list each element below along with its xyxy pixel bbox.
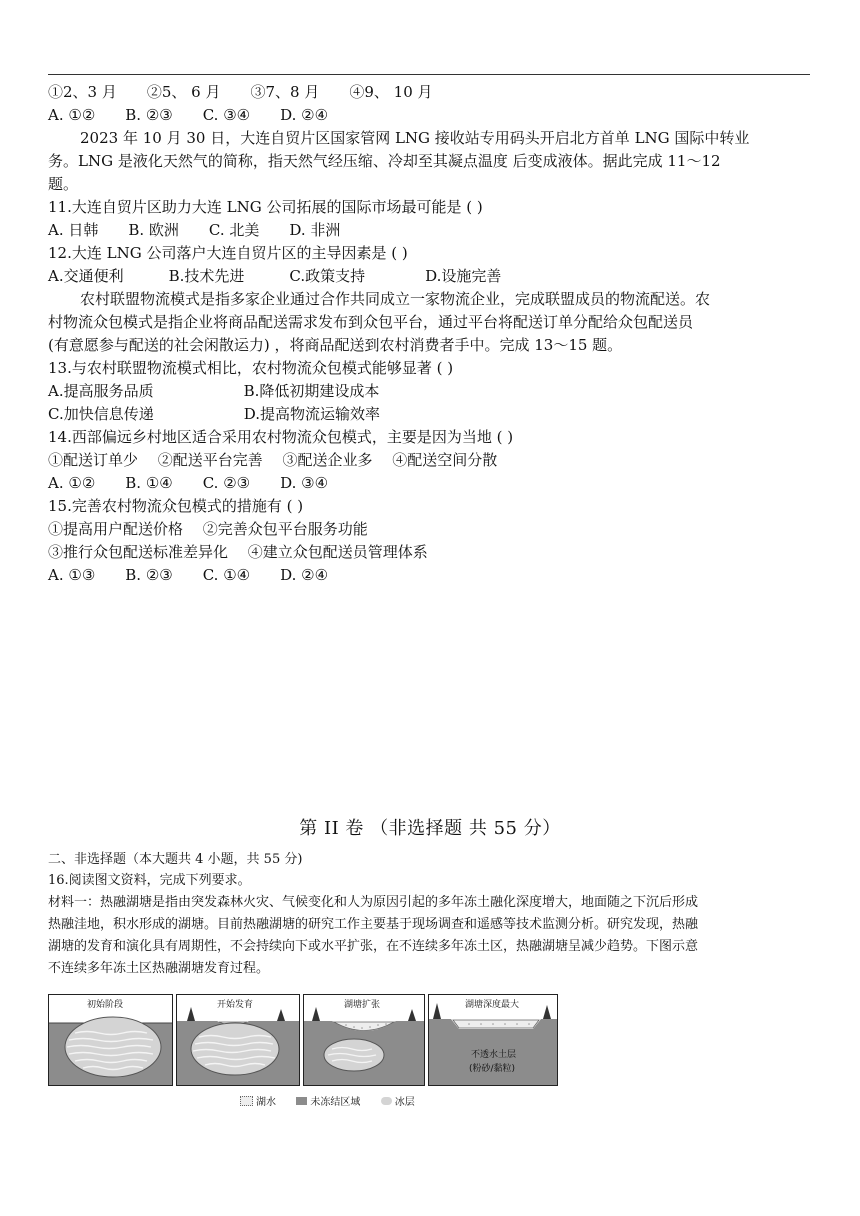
section-2-title: 第 II 卷 （非选择题 共 55 分） bbox=[299, 818, 561, 839]
question-15-statements-12: ①提高用户配送价格 ②完善众包平台服务功能 bbox=[48, 520, 368, 538]
logistics-passage-line-2: 村物流众包模式是指企业将商品配送需求发布到众包平台，通过平台将配送订单分配给众包配送员 bbox=[48, 313, 694, 331]
legend-swatch-water bbox=[240, 1096, 253, 1106]
material-1-line-2: 热融洼地，积水形成的湖塘。目前热融湖塘的研究工作主要基于现场调查和遥感等技术监测分析。研究发现，热融 bbox=[48, 917, 699, 932]
legend-unfrozen: 未冻结区域 bbox=[310, 1097, 361, 1108]
question-13-choices-cd: C.加快信息传递 D.提高物流运输效率 bbox=[48, 405, 380, 423]
question-13-choices-ab: A.提高服务品质 B.降低初期建设成本 bbox=[48, 382, 380, 400]
lng-passage-line-1: 2023 年 10 月 30 日，大连自贸片区国家管网 LNG 接收站专用码头开启北方首单 LNG 国际中转业 bbox=[80, 129, 750, 147]
question-12: 12.大连 LNG 公司落户大连自贸片区的主导因素是 ( ) bbox=[48, 244, 408, 262]
section-2-heading: 二、非选择题（本大题共 4 小题，共 55 分) bbox=[48, 852, 303, 867]
figure-legend bbox=[240, 1093, 415, 1108]
panel-label-development: 开始发育 bbox=[217, 1000, 254, 1010]
lng-passage-line-2: 务。LNG 是液化天然气的简称，指天然气经压缩、冷却至其凝点温度 后变成液体。据此完成 11～12 bbox=[48, 152, 721, 170]
lake-water bbox=[453, 1020, 539, 1028]
panel-label-max-depth: 湖塘深度最大 bbox=[465, 1000, 520, 1010]
question-12-choices: A.交通便利 B.技术先进 C.政策支持 D.设施完善 bbox=[48, 267, 502, 285]
legend-swatch-ice bbox=[381, 1097, 392, 1105]
lng-passage-line-3: 题。 bbox=[48, 175, 79, 193]
legend-water: 湖水 bbox=[256, 1097, 276, 1108]
impermeable-layer-sublabel: (粉砂/黏粒) bbox=[469, 1064, 516, 1074]
logistics-passage-line-3: (有意愿参与配送的社会闲散运力) ，将商品配送到农村消费者手中。完成 13～15 题。 bbox=[48, 336, 623, 354]
legend-swatch-unfrozen bbox=[296, 1097, 307, 1105]
ice-layer bbox=[65, 1017, 161, 1077]
thermokarst-figure bbox=[48, 994, 558, 1086]
panel-expansion bbox=[303, 994, 425, 1086]
material-1-line-3: 湖塘的发育和演化具有周期性，不会持续向下或水平扩张，在不连续多年冻土区，热融湖塘呈减少趋势。下图示意 bbox=[48, 939, 699, 954]
panel-label-expansion: 湖塘扩张 bbox=[344, 1000, 381, 1010]
question-13: 13.与农村联盟物流模式相比，农村物流众包模式能够显著 ( ) bbox=[48, 359, 454, 377]
panel-development bbox=[176, 994, 300, 1086]
material-1-line-4: 不连续多年冻土区热融湖塘发育过程。 bbox=[48, 961, 270, 976]
question-11-choices: A. 日韩 B. 欧洲 C. 北美 D. 非洲 bbox=[48, 221, 341, 239]
panel-max-depth bbox=[428, 994, 558, 1086]
question-14-choices: A. ①② B. ①④ C. ②③ D. ③④ bbox=[48, 474, 329, 492]
question-16: 16.阅读图文资料，完成下列要求。 bbox=[48, 873, 251, 888]
header-rule bbox=[48, 74, 810, 75]
logistics-passage-line-1: 农村联盟物流模式是指多家企业通过合作共同成立一家物流企业，完成联盟成员的物流配送。农 bbox=[80, 290, 711, 308]
question-15: 15.完善农村物流众包模式的措施有 ( ) bbox=[48, 497, 304, 515]
impermeable-layer-label: 不透水土层 bbox=[471, 1050, 517, 1060]
question-11: 11.大连自贸片区助力大连 LNG 公司拓展的国际市场最可能是 ( ) bbox=[48, 198, 483, 216]
question-14: 14.西部偏远乡村地区适合采用农村物流众包模式，主要是因为当地 ( ) bbox=[48, 428, 514, 446]
legend-ice: 冰层 bbox=[394, 1097, 415, 1108]
panel-label-initial: 初始阶段 bbox=[87, 1000, 124, 1010]
question-14-statements: ①配送订单少 ②配送平台完善 ③配送企业多 ④配送空间分散 bbox=[48, 451, 498, 469]
material-1-line-1: 材料一：热融湖塘是指由突发森林火灾、气候变化和人为原因引起的多年冻土融化深度增大，地面随之下沉后形成 bbox=[48, 895, 699, 910]
q10-options-statements: ①2、3 月 ②5、 6 月 ③7、8 月 ④9、 10 月 bbox=[48, 83, 433, 101]
panel-initial-stage bbox=[48, 994, 173, 1086]
question-15-statements-34: ③推行众包配送标准差异化 ④建立众包配送员管理体系 bbox=[48, 543, 428, 561]
question-15-choices: A. ①③ B. ②③ C. ①④ D. ②④ bbox=[48, 566, 329, 584]
q10-choices: A. ①② B. ②③ C. ③④ D. ②④ bbox=[48, 106, 329, 124]
